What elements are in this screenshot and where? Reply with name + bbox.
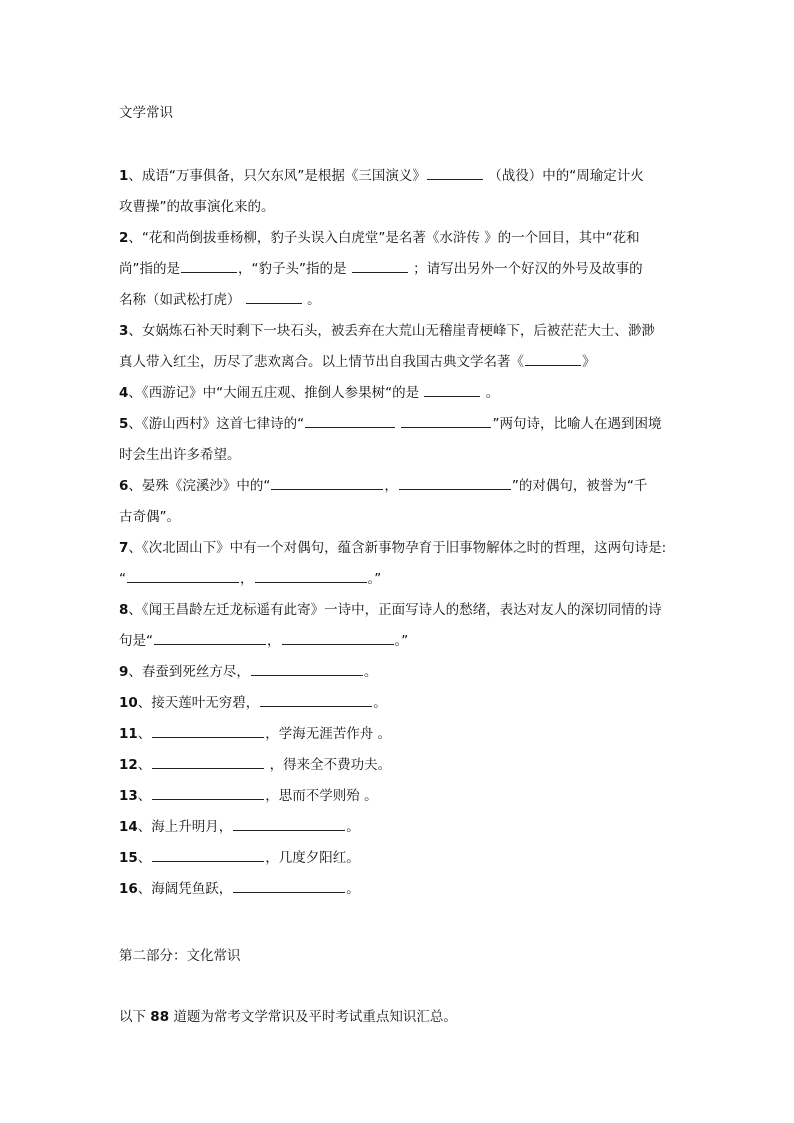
section-title: 第二部分：文化常识 xyxy=(119,948,241,964)
answer-blank[interactable] xyxy=(246,290,302,304)
answer-blank[interactable] xyxy=(305,414,395,428)
question-11: 11、 ，学海无涯苦作舟 。 xyxy=(119,726,392,742)
answer-blank[interactable] xyxy=(424,383,480,397)
question-9: 9、春蚕到死丝方尽， 。 xyxy=(119,664,378,680)
question-list xyxy=(119,161,679,905)
answer-blank[interactable] xyxy=(401,414,491,428)
answer-blank[interactable] xyxy=(152,786,264,800)
answer-blank[interactable] xyxy=(260,693,372,707)
question-15: 15、 ，几度夕阳红。 xyxy=(119,850,360,866)
answer-blank[interactable] xyxy=(271,476,383,490)
question-16: 16、海阔凭鱼跃， 。 xyxy=(119,881,360,897)
answer-blank[interactable] xyxy=(233,879,345,893)
question-6: 6、晏殊《浣溪沙》中的“ ， ”的对偶句，被誉为“千 古奇偶”。 xyxy=(119,478,648,525)
question-1: 1、成语“万事俱备，只欠东风”是根据《三国演义》 （战役）中的“周瑜定计火 攻曹操”的故事演化来的。 xyxy=(119,168,644,215)
answer-blank[interactable] xyxy=(152,848,264,862)
answer-blank[interactable] xyxy=(399,476,511,490)
question-12: 12、 ，得来全不费功夫。 xyxy=(119,757,392,773)
question-8: 8、《闻王昌龄左迁龙标遥有此寄》一诗中，正面写诗人的愁绪，表达对友人的深切同情的诗 句是“ ， 。” xyxy=(119,602,662,649)
answer-blank[interactable] xyxy=(181,259,237,273)
question-5: 5、《游山西村》这首七律诗的“ ”两句诗，比喻人在遇到困境 时会生出许多希望。 xyxy=(119,416,662,463)
answer-blank[interactable] xyxy=(127,569,239,583)
question-7: 7、《次北固山下》中有一个对偶句，蕴含新事物孕育于旧事物解体之时的哲理，这两句诗是: “ ， 。” xyxy=(119,540,667,587)
answer-blank[interactable] xyxy=(255,569,367,583)
question-10: 10、接天莲叶无穷碧， 。 xyxy=(119,695,387,711)
answer-blank[interactable] xyxy=(525,352,581,366)
question-13: 13、 ，思而不学则殆 。 xyxy=(119,788,378,804)
intro-text: 以下 88 道题为常考文学常识及平时考试重点知识汇总。 xyxy=(119,1009,457,1025)
answer-blank[interactable] xyxy=(152,724,264,738)
answer-blank[interactable] xyxy=(427,166,483,180)
answer-blank[interactable] xyxy=(282,631,394,645)
question-4: 4、《西游记》中“大闹五庄观、推倒人参果树“的是 。 xyxy=(119,385,500,401)
question-3: 3、女娲炼石补天时剩下一块石头，被丢弃在大荒山无稽崖青梗峰下，后被茫茫大士、渺渺 真人带入红尘，历尽了悲欢离合。以上情节出自我国古典文学名著《 》 xyxy=(119,323,655,370)
question-2: 2、“花和尚倒拔垂杨柳，豹子头误入白虎堂”是名著《水浒传 》的一个回目，其中“花和 尚”指的是 ，“豹子头”指的是 ；请写出另外一个好汉的外号及故事的 名称（如武松打虎） 。 xyxy=(119,230,643,308)
answer-blank[interactable] xyxy=(154,631,266,645)
answer-blank[interactable] xyxy=(152,755,264,769)
answer-blank[interactable] xyxy=(233,817,345,831)
question-14: 14、海上升明月， 。 xyxy=(119,819,360,835)
answer-blank[interactable] xyxy=(352,259,408,273)
section-title: 文学常识 xyxy=(119,105,173,121)
answer-blank[interactable] xyxy=(251,662,363,676)
